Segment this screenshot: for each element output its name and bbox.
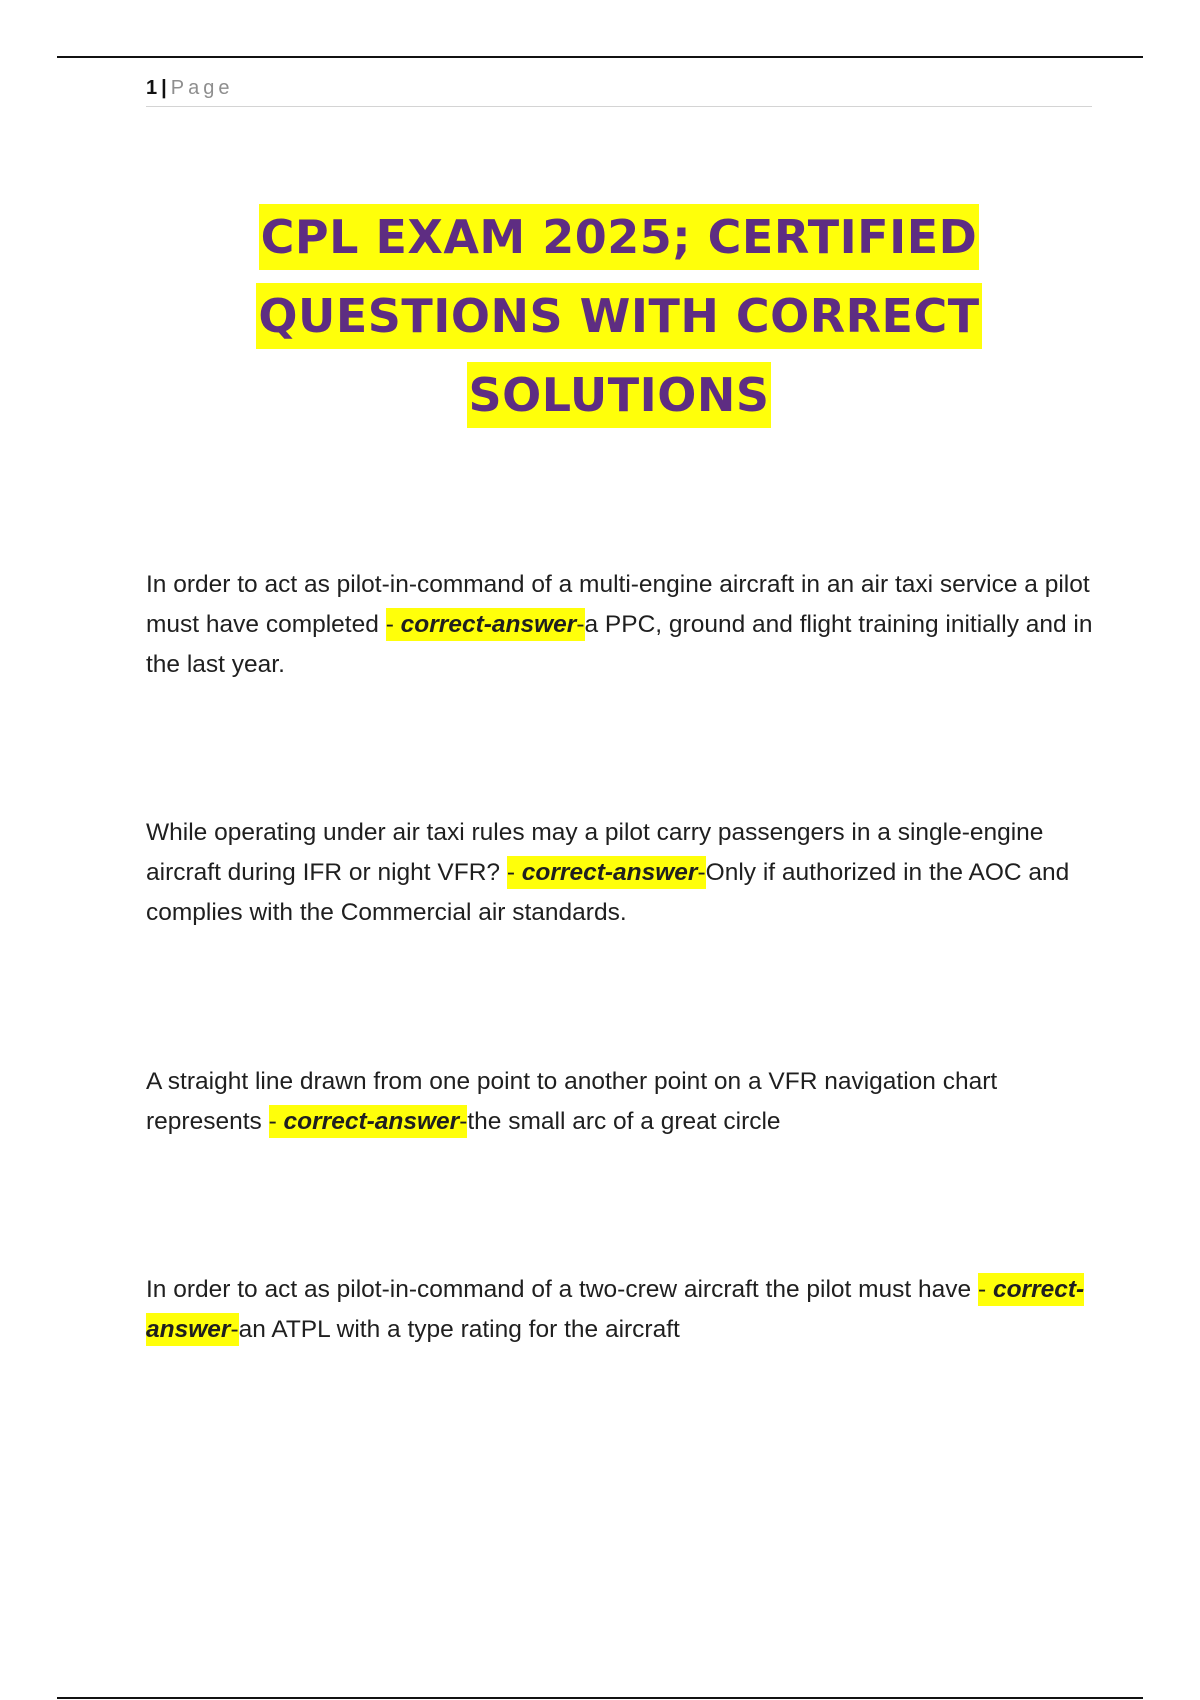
correct-answer-marker: - correct-answer- bbox=[269, 1105, 468, 1138]
qa-item-4 bbox=[146, 1270, 1106, 1350]
question-text: While operating under air taxi rules may a pilot carry passengers in a single-engine aircraft during IFR or night VFR? bbox=[146, 819, 1044, 886]
correct-answer-marker: - correct-answer- bbox=[507, 856, 706, 889]
page-separator: | bbox=[161, 77, 167, 99]
title-line-2: QUESTIONS WITH CORRECT bbox=[256, 283, 981, 349]
page-label: Page bbox=[170, 77, 234, 99]
top-border-line bbox=[57, 56, 1143, 58]
qa-item-2 bbox=[146, 813, 1106, 933]
question-text: A straight line drawn from one point to another point on a VFR navigation chart represents bbox=[146, 1068, 998, 1135]
page-header bbox=[146, 74, 1092, 107]
bottom-border-line bbox=[57, 1697, 1143, 1699]
title-line-3: SOLUTIONS bbox=[467, 362, 772, 428]
title-line-1: CPL EXAM 2025; CERTIFIED bbox=[259, 204, 980, 270]
correct-answer-marker: - correct-answer- bbox=[386, 608, 585, 641]
document-title bbox=[146, 198, 1092, 435]
answer-text: Only if authorized in the AOC and complies with the Commercial air standards. bbox=[146, 859, 1070, 926]
answer-text: a PPC, ground and flight training initially and in the last year. bbox=[146, 611, 1093, 678]
qa-item-1 bbox=[146, 565, 1106, 685]
answer-text: an ATPL with a type rating for the aircraft bbox=[238, 1316, 680, 1343]
question-text: In order to act as pilot-in-command of a multi-engine aircraft in an air taxi service a pilot must have completed bbox=[146, 571, 1090, 638]
page-number: 1 bbox=[146, 77, 158, 99]
answer-text: the small arc of a great circle bbox=[467, 1108, 781, 1135]
correct-answer-marker: - correct-answer- bbox=[146, 1273, 1084, 1346]
qa-item-3 bbox=[146, 1062, 1106, 1142]
question-text: In order to act as pilot-in-command of a two-crew aircraft the pilot must have bbox=[146, 1276, 978, 1303]
